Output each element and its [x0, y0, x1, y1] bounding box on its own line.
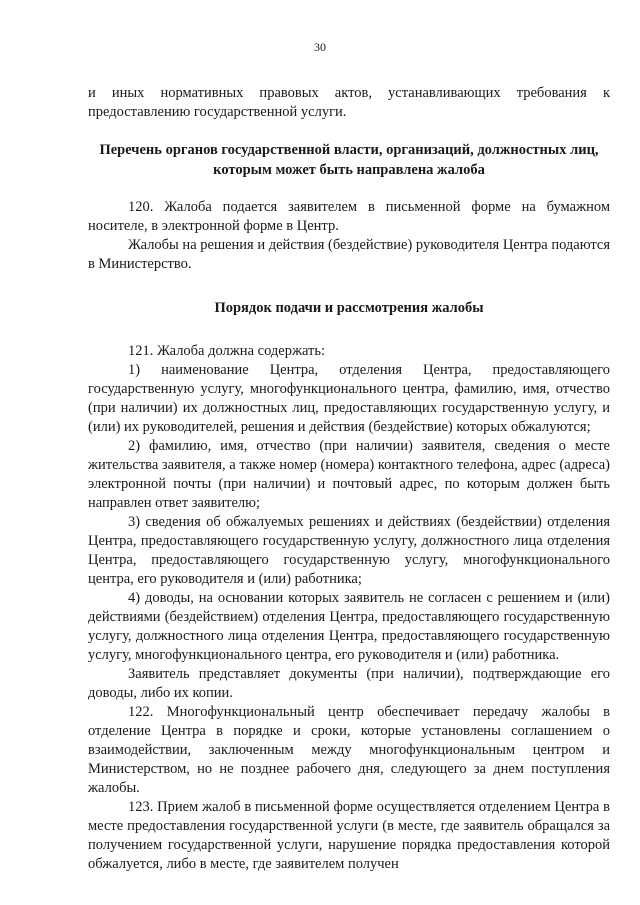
section-heading-procedure: Порядок подачи и рассмотрения жалобы: [214, 300, 484, 316]
list-item-1: 1) наименование Центра, отделения Центра, предоставляющего государственную услугу, многофункционального центра, фамилию, имя, отчество (при наличии) их должностных лиц, предоставляющих государственную услугу, и (или) их руководителей, решения и действия (бездействие) которых обжалуются;: [88, 362, 610, 435]
paragraph-continuation: и иных нормативных правовых актов, устанавливающих требования к предоставлению государственной услуги.: [88, 85, 610, 120]
section-heading-list: Перечень органов государственной власти, организаций, должностных лиц, которым может быть направлена жалоба: [99, 142, 599, 178]
document-body: [88, 84, 610, 874]
paragraph-120-b: Жалобы на решения и действия (бездействие) руководителя Центра подаются в Министерство.: [88, 237, 610, 272]
paragraph-123: 123. Прием жалоб в письменной форме осуществляется отделением Центра в месте предоставления государственной услуги (в месте, где заявитель обращался за получением государственной услуги, нарушение порядка предоставления которой обжалуется, либо в месте, где заявителем получен: [88, 799, 610, 872]
paragraph-121: 121. Жалоба должна содержать:: [128, 343, 326, 359]
list-item-3: 3) сведения об обжалуемых решениях и действиях (бездействии) отделения Центра, предоставляющего государственную услугу, должностного лица отделения Центра, предоставляющего государственную услугу, многофункционального центра, его руководителя и (или) работника;: [88, 514, 610, 587]
paragraph-documents: Заявитель представляет документы (при наличии), подтверждающие его доводы, либо их копии.: [88, 666, 610, 701]
list-item-4: 4) доводы, на основании которых заявитель не согласен с решением и (или) действиями (бездействием) отделения Центра, предоставляющего государственную услугу, должностного лица отделения Центра, предоставляющего государственную услугу, многофункционального центра, его руководителя и (или) работника.: [88, 590, 610, 663]
list-item-2: 2) фамилию, имя, отчество (при наличии) заявителя, сведения о месте жительства заявителя, а также номер (номера) контактного телефона, адрес (адреса) электронной почты (при наличии) и почтовый адрес, по которым должен быть направлен ответ заявителю;: [88, 438, 610, 511]
paragraph-122: 122. Многофункциональный центр обеспечивает передачу жалобы в отделение Центра в порядке и сроки, которые установлены соглашением о взаимодействии, заключенным между многофункциональным центром и Министерством, но не позднее рабочего дня, следующего за днем поступления жалобы.: [88, 704, 610, 796]
page-number: 30: [314, 40, 326, 54]
paragraph-120: 120. Жалоба подается заявителем в письменной форме на бумажном носителе, в электронной форме в Центр.: [88, 199, 610, 234]
